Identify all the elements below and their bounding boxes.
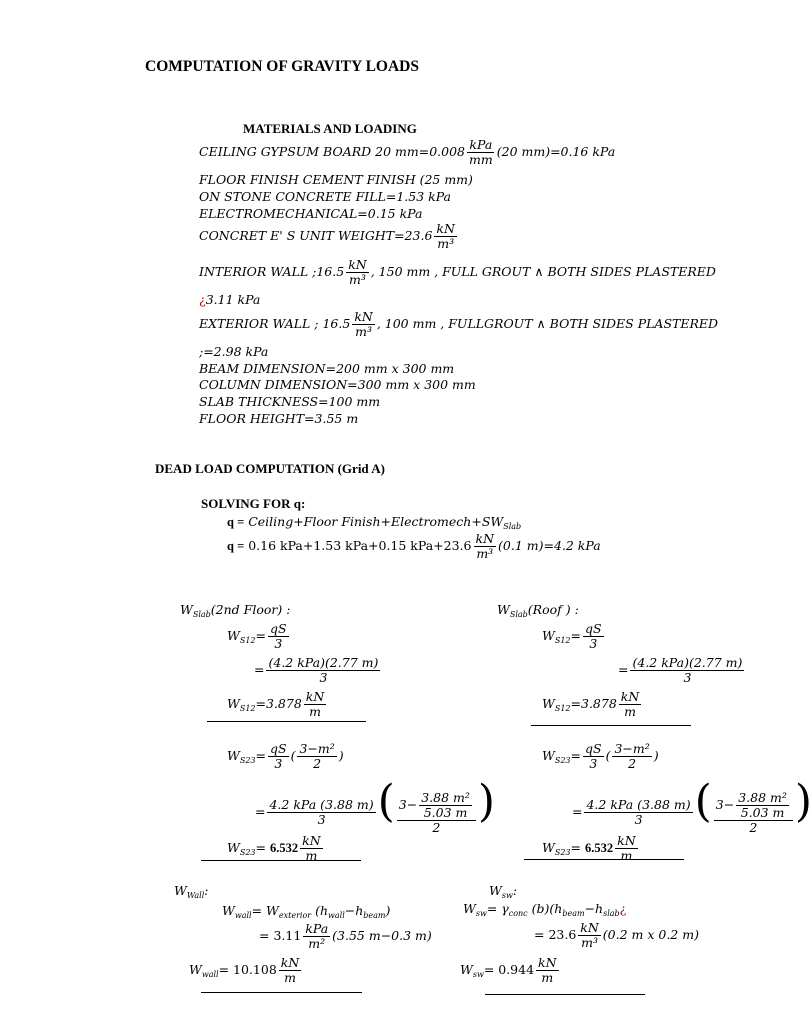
ratio-den: 5.03 m	[423, 804, 468, 820]
subst2-frac	[267, 798, 375, 827]
s12-sub: S12	[239, 636, 256, 645]
left-slab-header	[180, 602, 290, 619]
wall-divider	[201, 992, 362, 993]
sw-result	[460, 956, 561, 985]
ws12-value-r: =3.878	[570, 696, 617, 711]
m-den-r2: m	[620, 848, 633, 863]
q-frac-den: m³	[476, 546, 494, 561]
right-divider-2	[524, 859, 684, 860]
eq-sign-r: =	[570, 840, 582, 855]
sw-sub3: sw	[472, 970, 484, 979]
electromech-line: ELECTROMECHANICAL=0.15 kPa	[199, 206, 423, 221]
exterior-suffix: , 100 mm , FULLGROUT ∧ BOTH SIDES PLASTERED	[376, 316, 719, 331]
wall-result-den: m	[284, 970, 296, 985]
kn-num: kN	[305, 689, 325, 704]
interior-value-line	[199, 292, 260, 307]
wall-eq: = W	[251, 903, 279, 918]
left-ws12-formula: $W_{S12}=$ $\frac{qS}{3}$	[227, 621, 287, 651]
q-calc-suffix: (0.1 m)=4.2 kPa	[498, 538, 601, 553]
ws23-value: 6.532	[270, 841, 299, 855]
sw-minus: −h	[584, 901, 604, 916]
interior-frac-num: kN	[348, 257, 367, 272]
ws-letter-r: W	[497, 602, 510, 617]
concrete-frac-num: kN	[436, 221, 455, 236]
ratio-num: 3.88 m²	[421, 789, 470, 805]
wall-subst	[259, 922, 432, 951]
kn-num-r: kN	[620, 689, 640, 704]
w-letter-r3: W	[542, 748, 555, 763]
right-ws12-formula: $W_{S12}=$ $\frac{qS}{3}$	[542, 621, 602, 651]
s23-sub-2: S23	[239, 848, 256, 857]
ratio-frac	[419, 791, 472, 820]
left-divider-2	[201, 860, 361, 861]
h-minus: −h	[344, 903, 364, 918]
wall-subst-prefix: = 3.11	[259, 928, 302, 943]
subst-num-r: (4.2 kPa)(2.77 m)	[632, 655, 743, 670]
sw-mid: (b)(h	[531, 901, 563, 916]
right-ws12-subst: = $\frac{\text{(4.2 kPa)(2.77 m)}}{3}$	[618, 655, 743, 685]
ratio-den-r: 5.03 m	[740, 804, 785, 820]
big-den-r: 2	[749, 819, 758, 835]
subst-den: 3	[319, 670, 328, 685]
wall-w3: W	[189, 962, 202, 977]
wall-header: $W_{Wall}$:	[174, 883, 209, 900]
exterior-wall-line	[199, 310, 718, 339]
interior-mark: ¿	[199, 292, 206, 307]
big-frac	[397, 791, 476, 835]
qs-num: qS	[270, 621, 287, 636]
interior-prefix: INTERIOR WALL ;16.5	[199, 264, 345, 279]
kn-num-r2: kN	[617, 833, 636, 848]
qs-num-r1: qS	[585, 621, 602, 636]
exterior-value-line: ;=2.98 kPa	[199, 344, 269, 359]
wall-result-frac	[279, 956, 302, 985]
concrete-frac	[434, 222, 457, 251]
wall-result	[189, 956, 303, 985]
exterior-sub: exterior	[278, 911, 312, 920]
wall-formula	[222, 903, 390, 920]
qs3-frac	[268, 622, 289, 651]
interior-value: 3.11 kPa	[205, 292, 261, 307]
beam-line: BEAM DIMENSION=200 mm x 300 mm	[199, 361, 455, 376]
sw-w: W	[489, 883, 502, 898]
concrete-prefix: CONCRET E' S UNIT WEIGHT=23.6	[199, 228, 433, 243]
sw-formula	[463, 901, 626, 918]
subst2-num: 4.2 kPa (3.88 m)	[269, 797, 374, 812]
ratio-frac-r	[736, 791, 789, 820]
ceiling-suffix: (20 mm)=0.16 kPa	[496, 144, 616, 159]
wall-frac	[303, 922, 330, 951]
right-ws23-subst: = $\frac{\text{4.2 kPa (3.88 m)}}{3}$ ( 3− $\frac{\text{3.88 m²}}{5.03 m}$ 2 )	[572, 776, 812, 835]
ws23-value-r: 6.532	[585, 841, 614, 855]
conc-sub: conc	[508, 909, 528, 918]
exterior-frac	[352, 310, 375, 339]
qs3-frac-r1	[583, 622, 604, 651]
wall-frac-den: m²	[308, 936, 326, 951]
sw-w2: W	[463, 901, 476, 916]
w-letter: W	[227, 628, 240, 643]
qs3-frac-2	[268, 742, 289, 771]
qs-den-r2: 3	[589, 756, 598, 771]
left-header-rest: (2nd Floor) :	[210, 602, 291, 617]
kn-num-2: kN	[302, 833, 321, 848]
left-ws12-result	[227, 690, 328, 719]
wall-result-num: kN	[280, 955, 300, 970]
sw-subst-prefix: = 23.6	[534, 927, 577, 942]
sw-w3: W	[460, 962, 473, 977]
sw-result-value: = 0.944	[483, 962, 535, 977]
sw-frac-num: kN	[580, 920, 599, 935]
subst2-den-r: 3	[634, 812, 643, 827]
left-ws23-subst: = $\frac{\text{4.2 kPa (3.88 m)}}{3}$ ( 3− $\frac{\text{3.88 m²}}{5.03 m}$ 2 )	[255, 776, 496, 835]
qs-den: 3	[274, 636, 283, 651]
s23-sub: S23	[239, 756, 256, 765]
sw-subst	[534, 921, 699, 950]
exterior-frac-num: kN	[354, 309, 373, 324]
sw-result-frac	[536, 956, 559, 985]
interior-wall-line	[199, 258, 716, 287]
kn-m-frac	[304, 690, 327, 719]
qs-den-r1: 3	[589, 636, 598, 651]
qs3-frac-r2	[583, 742, 604, 771]
sw-subst-suffix: (0.2 m x 0.2 m)	[602, 927, 699, 942]
ratio-num-r: 3.88 m²	[738, 789, 787, 805]
inner-frac-r	[612, 742, 651, 771]
sw-result-den: m	[541, 970, 554, 985]
ceiling-prefix: CEILING GYPSUM BOARD 20 mm=0.008	[199, 144, 466, 159]
h-close: )	[385, 903, 391, 918]
inner-den: 2	[313, 756, 322, 771]
subst-frac-r	[630, 656, 744, 685]
big-frac-r	[714, 791, 793, 835]
right-slab-header	[497, 602, 579, 619]
floor-height-line: FLOOR HEIGHT=3.55 m	[199, 411, 359, 426]
m-den-2: m	[305, 848, 318, 863]
q-expr: Ceiling+Floor Finish+Electromech+SW	[248, 514, 504, 529]
wall-result-value: = 10.108	[218, 962, 277, 977]
inner-num: 3−m²	[299, 741, 335, 756]
inner-frac	[297, 742, 336, 771]
h-open: (h	[315, 903, 329, 918]
sw-eq: = γ	[486, 901, 509, 916]
wall-sub2: wall	[234, 911, 252, 920]
subst2-den: 3	[317, 812, 326, 827]
right-ws12-result	[542, 690, 643, 719]
qs-num-2: qS	[270, 741, 287, 756]
sw-mark: ¿	[619, 901, 627, 916]
left-ws23-formula: $W_{S23}=$ $\frac{qS}{3}$ ( $\frac{\text{3−m²}}{2}$ )	[227, 741, 344, 771]
column-line: COLUMN DIMENSION=300 mm x 300 mm	[199, 377, 476, 392]
ws-sub: Slab	[192, 610, 211, 619]
right-divider-1	[531, 725, 691, 726]
w-letter-4: W	[227, 840, 240, 855]
w-letter-3: W	[227, 748, 240, 763]
w-letter-r2: W	[542, 696, 555, 711]
q-label-2: q =	[227, 539, 245, 553]
w-letter-2: W	[227, 696, 240, 711]
materials-heading: MATERIALS AND LOADING	[243, 121, 417, 136]
subst-frac	[266, 656, 380, 685]
hbeam-sub: beam	[363, 911, 386, 920]
three-minus: 3−	[398, 796, 418, 812]
subst2-frac-r	[584, 798, 692, 827]
interior-frac-den: m³	[349, 272, 366, 287]
qs-num-r2: qS	[585, 741, 602, 756]
wall-sub3: wall	[201, 970, 219, 979]
inner-den-r: 2	[628, 756, 637, 771]
concrete-frac-den: m³	[437, 236, 455, 251]
solving-heading: SOLVING FOR q:	[201, 496, 306, 511]
sw-hbeam-sub: beam	[562, 909, 585, 918]
ws12-value: =3.878	[255, 696, 302, 711]
right-header-rest: (Roof ) :	[527, 602, 579, 617]
q-calc-prefix: 0.16 kPa+1.53 kPa+0.15 kPa+23.6	[248, 538, 472, 553]
subst2-num-r: 4.2 kPa (3.88 m)	[586, 797, 691, 812]
subst-num: (4.2 kPa)(2.77 m)	[268, 655, 379, 670]
sw-divider	[485, 994, 645, 995]
interior-suffix: , 150 mm , FULL GROUT ∧ BOTH SIDES PLASTERED	[370, 264, 716, 279]
right-ws23-formula: $W_{S23}=$ $\frac{qS}{3}$ ( $\frac{\text{3−m²}}{2}$ )	[542, 741, 659, 771]
wall-sub: Wall	[186, 891, 205, 900]
s12-sub-r2: S12	[554, 704, 571, 713]
s12-sub-r1: S12	[554, 636, 571, 645]
interior-frac	[346, 258, 369, 287]
q-calc-frac	[474, 532, 497, 561]
s23-sub-r: S23	[554, 756, 571, 765]
hwall-sub: wall	[328, 911, 345, 920]
wall-w: W	[174, 883, 187, 898]
sw-hslab-sub: slab	[603, 909, 620, 918]
left-divider-1	[207, 721, 366, 722]
wall-frac-num: kPa	[305, 921, 329, 936]
ceiling-frac	[467, 138, 495, 167]
floor-finish-line: FLOOR FINISH CEMENT FINISH (25 mm)	[199, 172, 473, 187]
three-minus-r: 3−	[715, 796, 735, 812]
inner-num-r: 3−m²	[614, 741, 650, 756]
w-letter-r1: W	[542, 628, 555, 643]
exterior-frac-den: m³	[355, 324, 372, 339]
exterior-prefix: EXTERIOR WALL ; 16.5	[199, 316, 351, 331]
left-ws12-subst: = $\frac{\text{(4.2 kPa)(2.77 m)}}{3}$	[254, 655, 379, 685]
q-definition	[227, 514, 521, 531]
sw-sub: sw	[501, 891, 513, 900]
sw-header	[489, 883, 517, 900]
w-letter-r4: W	[542, 840, 555, 855]
slab-line: SLAB THICKNESS=100 mm	[199, 394, 381, 409]
sw-frac	[578, 921, 601, 950]
concrete-line	[199, 222, 459, 251]
sw-frac-den: m³	[581, 935, 598, 950]
sw-colon: :	[512, 883, 518, 898]
ws-letter: W	[180, 602, 193, 617]
wall-subst-suffix: (3.55 m−0.3 m)	[332, 928, 432, 943]
page-title: COMPUTATION OF GRAVITY LOADS	[145, 58, 419, 75]
big-den: 2	[432, 819, 441, 835]
q-calculation	[227, 532, 601, 561]
stone-fill-line: ON STONE CONCRETE FILL=1.53 kPa	[199, 189, 451, 204]
eq-sign: =	[255, 840, 267, 855]
q-label: q =	[227, 515, 245, 529]
sw-result-num: kN	[538, 955, 557, 970]
kn-m-frac-r	[619, 690, 642, 719]
m-den: m	[309, 704, 321, 719]
sw-sub2: sw	[475, 909, 487, 918]
qs-den-2: 3	[274, 756, 283, 771]
q-expr-sub: Slab	[503, 522, 522, 531]
ceiling-line	[199, 138, 615, 167]
ceiling-frac-den: mm	[469, 152, 493, 167]
left-ws23-result	[227, 834, 325, 863]
m-den-r: m	[624, 704, 636, 719]
s23-sub-r2: S23	[554, 848, 571, 857]
kn-m-frac-2	[300, 834, 323, 863]
dead-load-heading: DEAD LOAD COMPUTATION (Grid A)	[155, 461, 385, 476]
wall-w2: W	[222, 903, 235, 918]
ceiling-frac-num: kPa	[469, 137, 493, 152]
s12-sub-2: S12	[239, 704, 256, 713]
q-frac-num: kN	[475, 531, 495, 546]
ws-sub-r: Slab	[509, 610, 528, 619]
subst-den-r: 3	[683, 670, 692, 685]
